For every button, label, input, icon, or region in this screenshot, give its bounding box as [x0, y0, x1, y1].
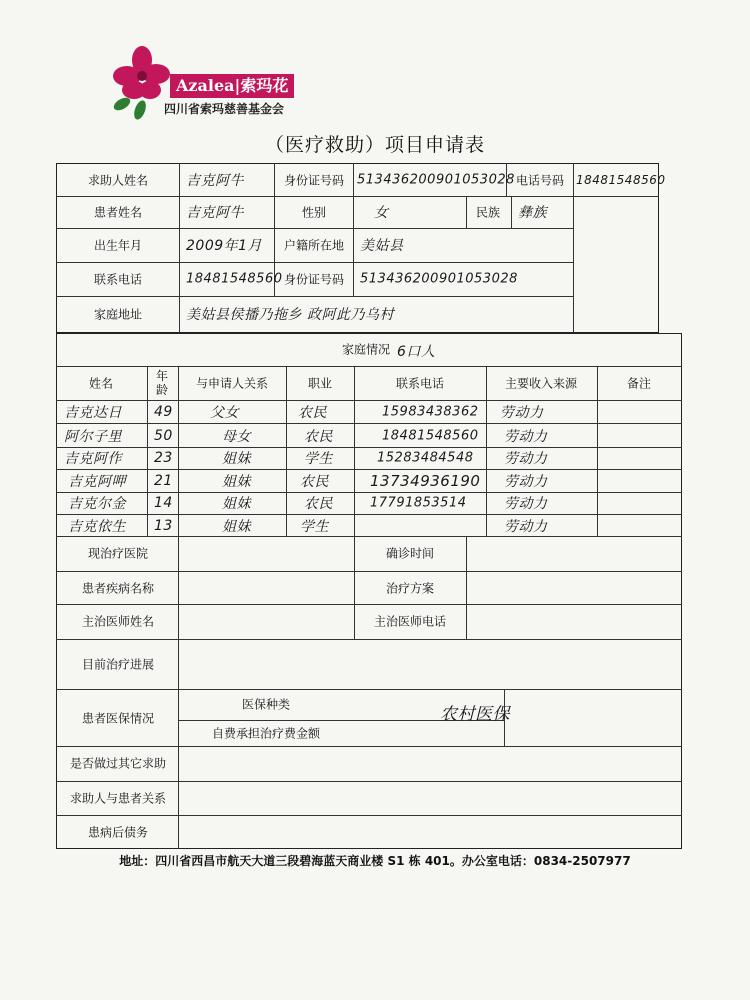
family-row-3-relation[interactable]: 姐妹 — [222, 451, 251, 467]
foundation-logo — [112, 46, 322, 126]
birth-label: 出生年月 — [93, 238, 143, 253]
family-row-4-relation[interactable]: 姐妹 — [222, 474, 251, 490]
family-row-5-age[interactable]: 14 — [154, 495, 173, 511]
family-row-5-name[interactable]: 吉克尔金 — [68, 496, 126, 512]
family-row-4-job[interactable]: 农民 — [300, 474, 329, 490]
hukou-label: 户籍所在地 — [283, 238, 345, 253]
family-row-1-name[interactable]: 吉克达日 — [64, 405, 122, 421]
patient-id-field[interactable]: 513436200901053028 — [360, 271, 518, 287]
family-row-1-job[interactable]: 农民 — [298, 405, 327, 421]
family-row-3-job[interactable]: 学生 — [304, 451, 333, 467]
family-size-field[interactable]: 6口人 — [397, 344, 436, 360]
family-header-relation: 与申请人关系 — [195, 376, 269, 391]
family-row-2-phone[interactable]: 18481548560 — [382, 428, 479, 444]
form-title: （医疗救助）项目申请表 — [264, 134, 485, 156]
hospital-label: 现治疗医院 — [87, 546, 149, 561]
family-row-2-relation[interactable]: 母女 — [222, 429, 251, 445]
insurance-type-label: 医保种类 — [241, 697, 291, 712]
ethnicity-label: 民族 — [475, 205, 501, 220]
applicant-name-label: 求助人姓名 — [87, 173, 149, 188]
gender-label: 性别 — [301, 205, 327, 220]
contact-phone-field[interactable]: 18481548560 — [186, 271, 283, 287]
family-row-1-phone[interactable]: 15983438362 — [382, 404, 479, 420]
family-row-6-income[interactable]: 劳动力 — [504, 519, 548, 535]
contact-phone-label: 联系电话 — [93, 272, 143, 287]
family-row-4-name[interactable]: 吉克阿呷 — [68, 474, 126, 490]
ethnicity-field[interactable]: 彝族 — [518, 205, 547, 221]
family-row-4-income[interactable]: 劳动力 — [504, 474, 548, 490]
diagnosis-time-label: 确诊时间 — [385, 546, 435, 561]
insurance-label: 患者医保情况 — [81, 711, 155, 726]
applicant-id-field[interactable]: 513436200901053028 — [357, 172, 515, 188]
self-pay-label: 自费承担治疗费金额 — [211, 726, 321, 741]
family-header-note: 备注 — [626, 376, 652, 391]
family-row-2-age[interactable]: 50 — [154, 428, 173, 444]
applicant-phone-label: 电话号码 — [515, 173, 565, 188]
address-label: 家庭地址 — [93, 307, 143, 322]
family-header-income: 主要收入来源 — [504, 376, 578, 391]
family-row-5-relation[interactable]: 姐妹 — [222, 496, 251, 512]
family-header-name: 姓名 — [88, 376, 114, 391]
patient-name-label: 患者姓名 — [93, 205, 143, 220]
family-row-6-job[interactable]: 学生 — [300, 519, 329, 535]
disease-label: 患者疾病名称 — [81, 581, 155, 596]
family-row-5-phone[interactable]: 17791853514 — [370, 495, 467, 511]
applicant-patient-relation-label: 求助人与患者关系 — [69, 791, 167, 806]
family-row-1-age[interactable]: 49 — [154, 404, 173, 420]
brand-en: Azalea — [176, 76, 235, 95]
family-row-6-age[interactable]: 13 — [154, 518, 173, 534]
family-row-6-relation[interactable]: 姐妹 — [222, 519, 251, 535]
other-help-label: 是否做过其它求助 — [69, 756, 167, 771]
family-row-4-phone[interactable]: 13734936190 — [370, 472, 481, 490]
family-row-4-age[interactable]: 21 — [154, 473, 173, 489]
family-header-phone: 联系电话 — [395, 376, 445, 391]
family-section-label: 家庭情况 — [341, 342, 391, 357]
family-row-1-income[interactable]: 劳动力 — [500, 405, 544, 421]
family-row-3-income[interactable]: 劳动力 — [504, 451, 548, 467]
patient-id-label: 身份证号码 — [283, 272, 345, 287]
family-row-2-name[interactable]: 阿尔子里 — [64, 429, 122, 445]
brand-mark: Azalea|索玛花 — [170, 74, 294, 98]
family-row-2-income[interactable]: 劳动力 — [504, 429, 548, 445]
family-row-3-phone[interactable]: 15283484548 — [377, 450, 474, 466]
family-row-5-job[interactable]: 农民 — [304, 496, 333, 512]
address-field[interactable]: 美姑县侯播乃拖乡 政阿此乃乌村 — [186, 307, 394, 323]
applicant-id-label: 身份证号码 — [283, 173, 345, 188]
hukou-field[interactable]: 美姑县 — [360, 238, 404, 254]
family-header-job: 职业 — [307, 376, 333, 391]
treatment-plan-label: 治疗方案 — [385, 581, 435, 596]
patient-name-field[interactable]: 吉克阿牛 — [186, 205, 244, 221]
family-row-3-name[interactable]: 吉克阿作 — [64, 451, 122, 467]
gender-field[interactable]: 女 — [374, 205, 389, 221]
doctor-name-label: 主治医师姓名 — [81, 614, 155, 629]
insurance-type-field[interactable]: 农村医保 — [440, 704, 510, 725]
applicant-phone-field[interactable]: 18481548560 — [576, 173, 666, 187]
family-row-3-age[interactable]: 23 — [154, 450, 173, 466]
family-header-age: 年龄 — [155, 369, 168, 397]
debt-label: 患病后债务 — [87, 825, 149, 840]
applicant-name-field[interactable]: 吉克阿牛 — [186, 173, 244, 189]
family-row-1-relation[interactable]: 父女 — [210, 405, 239, 421]
foundation-name: 四川省索玛慈善基金会 — [164, 102, 285, 116]
brand-cn: 索玛花 — [240, 76, 289, 95]
footer-address: 地址：四川省西昌市航天大道三段碧海蓝天商业楼 S1 栋 401。办公室电话：0834-2507977 — [119, 854, 631, 868]
treatment-progress-label: 目前治疗进展 — [81, 657, 155, 672]
doctor-phone-label: 主治医师电话 — [373, 614, 447, 629]
family-row-2-job[interactable]: 农民 — [304, 429, 333, 445]
family-row-5-income[interactable]: 劳动力 — [504, 496, 548, 512]
birth-field[interactable]: 2009年1月 — [186, 238, 263, 254]
family-row-6-name[interactable]: 吉克依生 — [68, 519, 126, 535]
